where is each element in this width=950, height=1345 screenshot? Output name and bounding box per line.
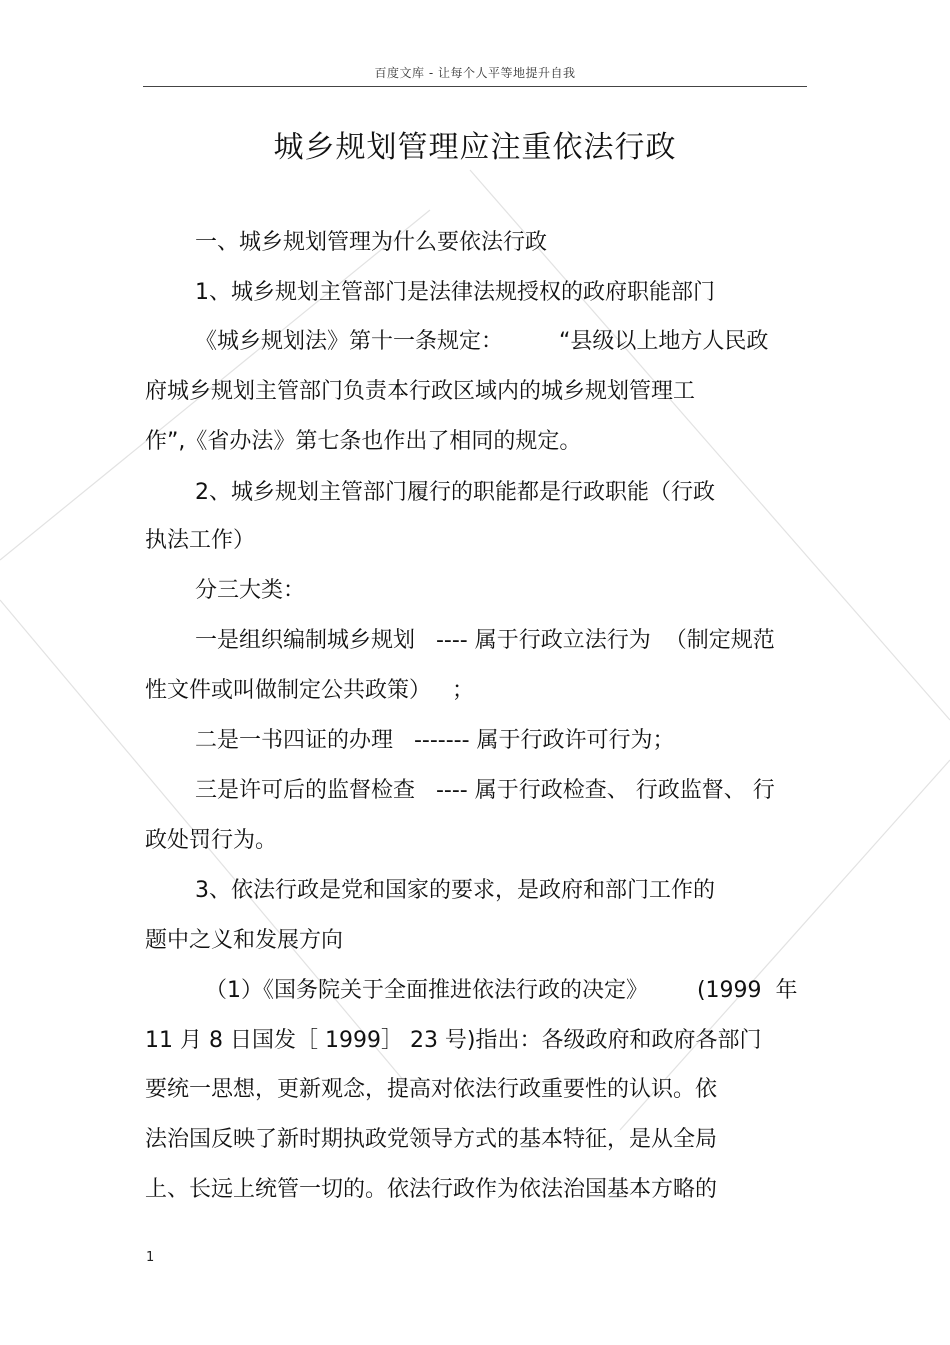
paragraph-line: 2、城乡规划主管部门履行的职能都是行政职能（行政 [195, 480, 715, 505]
paragraph-line: 性文件或叫做制定公共政策） ； [145, 678, 474, 703]
document-title: 城乡规划管理应注重依法行政 [273, 130, 677, 165]
paragraph-line: 分三大类： [195, 578, 306, 603]
paragraph-line: 作”,《省办法》第七条也作出了相同的规定。 [145, 429, 582, 454]
paragraph-line: 一是组织编制城乡规划 ---- 属于行政立法行为 （制定规范 [195, 628, 775, 653]
paragraph-line: （1）《国务院关于全面推进依法行政的决定》 (1999 年 [205, 978, 798, 1003]
section-heading: 一、城乡规划管理为什么要依法行政 [195, 230, 548, 255]
paragraph-line: 3、依法行政是党和国家的要求，是政府和部门工作的 [195, 878, 715, 903]
paragraph-line: 府城乡规划主管部门负责本行政区域内的城乡规划管理工 [145, 379, 696, 404]
paragraph-line: 上、长远上统管一切的。依法行政作为依法治国基本方略的 [145, 1177, 718, 1202]
paragraph-line: 题中之义和发展方向 [145, 928, 344, 953]
page-number: 1 [146, 1250, 155, 1265]
paragraph-line: 1、城乡规划主管部门是法律法规授权的政府职能部门 [195, 280, 715, 305]
paragraph-line: 《城乡规划法》第十一条规定： “县级以上地方人民政 [195, 329, 769, 354]
paragraph-line: 执法工作） [145, 528, 256, 553]
header-divider [143, 86, 807, 87]
paragraph-line: 二是一书四证的办理 ------- 属于行政许可行为； [195, 728, 675, 753]
page-header: 百度文库 - 让每个人平等地提升自我 [374, 66, 576, 80]
paragraph-line: 要统一思想，更新观念，提高对依法行政重要性的认识。依 [145, 1077, 718, 1102]
paragraph-line: 法治国反映了新时期执政党领导方式的基本特征，是从全局 [145, 1127, 718, 1152]
paragraph-line: 三是许可后的监督检查 ---- 属于行政检查、 行政监督、 行 [195, 778, 775, 803]
paragraph-line: 11 月 8 日国发［ 1999］ 23 号)指出：各级政府和政府各部门 [145, 1028, 762, 1053]
paragraph-line: 政处罚行为。 [145, 828, 278, 853]
